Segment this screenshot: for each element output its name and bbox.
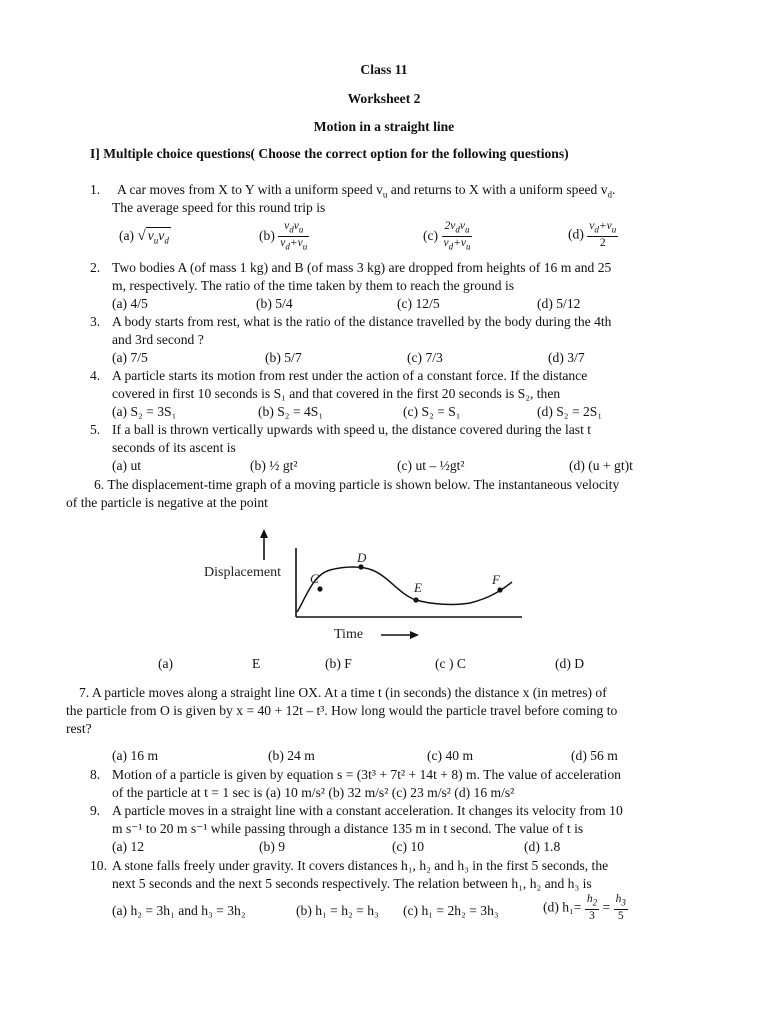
q10-number: 10. — [90, 858, 107, 873]
graph-label-f: F — [492, 572, 500, 587]
q2-line1: Two bodies A (of mass 1 kg) and B (of mass 3 kg) are dropped from heights of 16 m and 25 — [112, 260, 612, 275]
q1-number: 1. — [90, 182, 101, 197]
q7-option-a: (a) 16 m — [112, 748, 159, 763]
q6-line2: of the particle is negative at the point — [66, 495, 268, 510]
graph-curve — [297, 567, 512, 612]
q5-option-b: (b) ½ gt² — [250, 458, 298, 473]
q9-line2: m s⁻¹ to 20 m s⁻¹ while passing through a distance 135 m in t second. The value of t is — [112, 821, 584, 836]
q6-option-b: (b) F — [325, 656, 352, 671]
graph-y-arrow-head — [260, 529, 268, 538]
q1-line1: A car moves from X to Y with a uniform speed $v_u$ and returns to X with a uniform speed $v_d$. — [117, 182, 616, 200]
q5-number: 5. — [90, 422, 101, 437]
q5-option-c: (c) ut – ½gt² — [397, 458, 465, 473]
q10-option-a: (a) h₂ = 3h₁ and h₃ = 3h₂ — [112, 903, 246, 918]
q10-option-b: (b) h₁ = h₂ = h₃ — [296, 903, 379, 918]
q9-line1: A particle moves in a straight line with a constant acceleration. It changes its velocity from 10 — [112, 803, 623, 818]
q10-option-c: (c) h₁ = 2h₂ = 3h₃ — [403, 903, 499, 918]
q1-line2: The average speed for this round trip is — [112, 200, 326, 215]
q2-option-a: (a) 4/5 — [112, 296, 148, 311]
q7-line3: rest? — [66, 721, 92, 736]
q8-number: 8. — [90, 767, 101, 782]
q4-option-b: (b) S₂ = 4S₁ — [258, 404, 324, 419]
q7-line1: 7. A particle moves along a straight line OX. At a time t (in seconds) the distance x (in metres) of — [79, 685, 607, 700]
graph-x-label: Time — [334, 627, 364, 642]
q8-line1: Motion of a particle is given by equation s = (3t³ + 7t² + 14t + 8) m. The value of acceleration — [112, 767, 621, 782]
q6-option-d: (d) D — [555, 656, 585, 671]
q6-option-c: (c ) C — [435, 656, 466, 671]
q4-line2: covered in first 10 seconds is S₁ and that covered in the first 20 seconds is S₂, then — [112, 386, 561, 401]
graph-point-d — [358, 564, 363, 569]
q4-option-d: (d) S₂ = 2S₁ — [537, 404, 603, 419]
q5-line1: If a ball is thrown vertically upwards with speed u, the distance covered during the last t — [112, 422, 592, 437]
q2-option-c: (c) 12/5 — [397, 296, 440, 311]
q2-option-d: (d) 5/12 — [537, 296, 581, 311]
q2-number: 2. — [90, 260, 101, 275]
q1-option-b: (b) $\frac{v_dv_u}{v_d+v_u}$ — [259, 220, 308, 252]
q6-line1: 6. The displacement-time graph of a moving particle is shown below. The instantaneous velocity — [94, 477, 620, 492]
section-heading: I] Multiple choice questions( Choose the correct option for the following questions) — [90, 146, 569, 161]
q6-option-a: (a) — [158, 656, 174, 671]
q10-line1: A stone falls freely under gravity. It covers distances h₁, h₂ and h₃ in the first 5 seconds, the — [112, 858, 609, 873]
q3-line1: A body starts from rest, what is the ratio of the distance travelled by the body during the 4th — [112, 314, 612, 329]
graph-point-c — [317, 586, 322, 591]
q7-option-b: (b) 24 m — [268, 748, 315, 763]
q4-option-c: (c) S₂ = S₁ — [403, 404, 461, 419]
graph-label-c: C — [310, 571, 319, 586]
q1-option-c: (c) $\frac{2v_dv_u}{v_d+v_u}$ — [423, 220, 471, 252]
q2-line2: m, respectively. The ratio of the time taken by them to reach the ground is — [112, 278, 515, 293]
q9-option-b: (b) 9 — [259, 839, 286, 854]
q7-option-c: (c) 40 m — [427, 748, 474, 763]
q3-option-a: (a) 7/5 — [112, 350, 148, 365]
q3-number: 3. — [90, 314, 101, 329]
q9-option-a: (a) 12 — [112, 839, 145, 854]
q9-option-c: (c) 10 — [392, 839, 425, 854]
q4-number: 4. — [90, 368, 101, 383]
q1-option-d: (d) $\frac{v_d+v_u}{2}$ — [568, 220, 617, 250]
q5-line2: seconds of its ascent is — [112, 440, 236, 455]
q4-line1: A particle starts its motion from rest under the action of a constant force. If the distance — [112, 368, 588, 383]
q3-option-b: (b) 5/7 — [265, 350, 302, 365]
q6-option-a-value: E — [252, 656, 261, 671]
q5-option-d: (d) (u + gt)t — [569, 458, 633, 473]
graph-label-d: D — [357, 550, 367, 565]
q2-option-b: (b) 5/4 — [256, 296, 293, 311]
graph-label-e: E — [414, 580, 422, 595]
q3-option-c: (c) 7/3 — [407, 350, 443, 365]
graph-point-e — [413, 597, 418, 602]
q3-line2: and 3rd second ? — [112, 332, 204, 347]
q4-option-a: (a) S₂ = 3S₁ — [112, 404, 177, 419]
q10-option-d: (d) h₁= $\frac{h_2}{3}$ = $\frac{h_3}{5}$ — [543, 893, 626, 923]
topic-title: Motion in a straight line — [313, 119, 455, 134]
q5-option-a: (a) ut — [112, 458, 142, 473]
q9-option-d: (d) 1.8 — [524, 839, 561, 854]
q3-option-d: (d) 3/7 — [548, 350, 585, 365]
q10-line2: next 5 seconds and the next 5 seconds respectively. The relation between h₁, h₂ and h₃ is — [112, 876, 592, 891]
q7-line2: the particle from O is given by x = 40 + 12t – t³. How long would the particle travel before coming to — [66, 703, 618, 718]
q7-option-d: (d) 56 m — [571, 748, 618, 763]
graph-y-label: Displacement — [204, 565, 281, 580]
graph-x-arrow-head — [410, 631, 419, 639]
graph-point-f — [497, 587, 502, 592]
class-label: Class 11 — [360, 62, 408, 77]
q1-option-a: (a) √ $v_uv_d$ — [119, 228, 169, 246]
q8-line2: of the particle at t = 1 sec is (a) 10 m/s² (b) 32 m/s² (c) 23 m/s² (d) 16 m/s² — [112, 785, 515, 800]
worksheet-label: Worksheet 2 — [347, 91, 421, 106]
q9-number: 9. — [90, 803, 101, 818]
